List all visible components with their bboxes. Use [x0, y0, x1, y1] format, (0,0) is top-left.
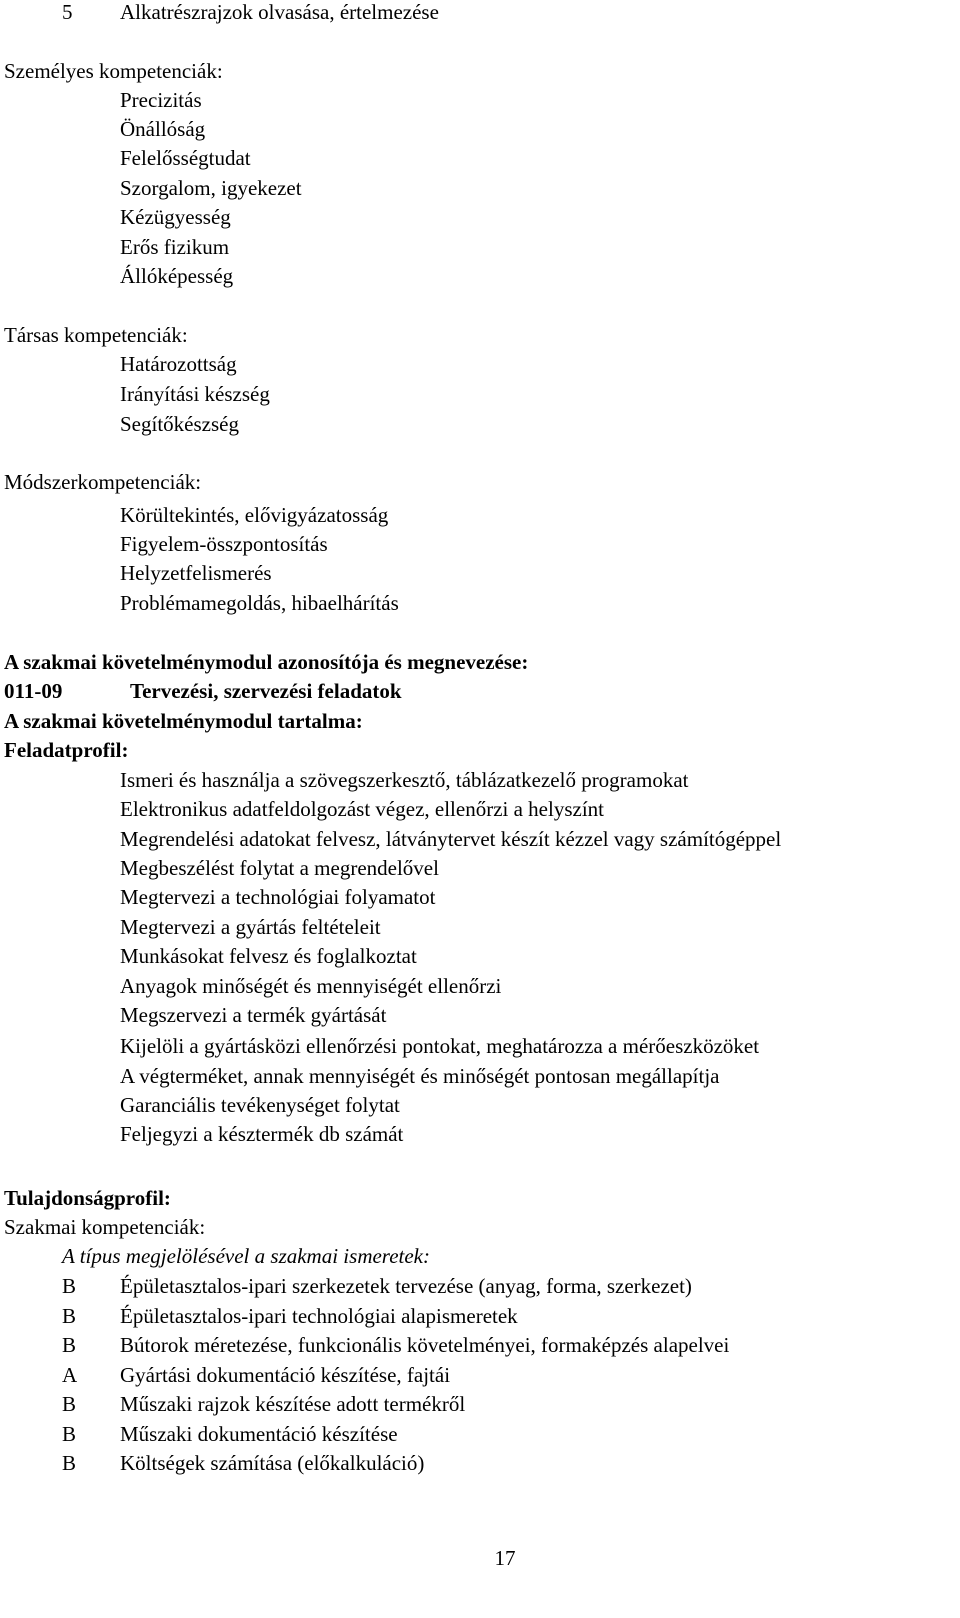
knowledge-type: B	[62, 1422, 77, 1446]
module-id-label: A szakmai követelménymodul azonosítója és megnevezése:	[4, 650, 529, 674]
personal-competency-item: Precizitás	[120, 88, 202, 112]
personal-competency-item: Kézügyesség	[120, 205, 231, 229]
section-title: Alkatrészrajzok olvasása, értelmezése	[120, 0, 439, 24]
social-competencies-label: Társas kompetenciák:	[4, 323, 188, 347]
social-competency-item: Irányítási készség	[120, 382, 270, 406]
method-competencies-label: Módszerkompetenciák:	[4, 470, 202, 494]
module-content-label: A szakmai követelménymodul tartalma:	[4, 709, 363, 733]
task-item: Feljegyzi a késztermék db számát	[120, 1122, 404, 1146]
module-name: Tervezési, szervezési feladatok	[130, 679, 402, 703]
social-competency-item: Határozottság	[120, 352, 237, 376]
knowledge-type: B	[62, 1333, 77, 1357]
knowledge-type: B	[62, 1304, 77, 1328]
knowledge-type: B	[62, 1451, 77, 1475]
knowledge-text: Költségek számítása (előkalkuláció)	[120, 1451, 425, 1475]
knowledge-text: Épületasztalos-ipari szerkezetek tervezése (anyag, forma, szerkezet)	[120, 1274, 692, 1298]
knowledge-type: B	[62, 1274, 77, 1298]
personal-competency-item: Erős fizikum	[120, 235, 230, 259]
personal-competency-item: Önállóság	[120, 117, 206, 141]
knowledge-text: Műszaki rajzok készítése adott termékről	[120, 1392, 466, 1416]
task-item: Megtervezi a gyártás feltételeit	[120, 915, 381, 939]
task-item: Megrendelési adatokat felvesz, látványtervet készít kézzel vagy számítógéppel	[120, 827, 782, 851]
method-competency-item: Problémamegoldás, hibaelhárítás	[120, 591, 399, 615]
knowledge-text: Épületasztalos-ipari technológiai alapismeretek	[120, 1304, 518, 1328]
knowledge-intro: A típus megjelölésével a szakmai ismeretek:	[62, 1244, 430, 1268]
personal-competency-item: Felelősségtudat	[120, 146, 251, 170]
task-profile-label: Feladatprofil:	[4, 738, 129, 762]
task-item: Megtervezi a technológiai folyamatot	[120, 885, 436, 909]
module-id-line	[4, 679, 402, 703]
method-competency-item: Figyelem-összpontosítás	[120, 532, 328, 556]
task-item: Megszervezi a termék gyártását	[120, 1003, 387, 1027]
task-item: Megbeszélést folytat a megrendelővel	[120, 856, 439, 880]
task-item: Anyagok minőségét és mennyiségét ellenőrzi	[120, 974, 502, 998]
knowledge-text: Gyártási dokumentáció készítése, fajtái	[120, 1363, 451, 1387]
knowledge-type: B	[62, 1392, 77, 1416]
personal-competencies-label: Személyes kompetenciák:	[4, 59, 223, 83]
task-item: Ismeri és használja a szövegszerkesztő, táblázatkezelő programokat	[120, 768, 689, 792]
knowledge-text: Műszaki dokumentáció készítése	[120, 1422, 398, 1446]
personal-competency-item: Állóképesség	[120, 264, 234, 288]
knowledge-text: Bútorok méretezése, funkcionális követelményei, formaképzés alapelvei	[120, 1333, 730, 1357]
task-item: Munkásokat felvesz és foglalkoztat	[120, 944, 417, 968]
method-competency-item: Helyzetfelismerés	[120, 561, 272, 585]
method-competency-item: Körültekintés, elővigyázatosság	[120, 503, 389, 527]
section-number: 5	[62, 0, 73, 24]
knowledge-type: A	[62, 1363, 78, 1387]
task-item: Elektronikus adatfeldolgozást végez, ellenőrzi a helyszínt	[120, 797, 604, 821]
property-profile-label: Tulajdonságprofil:	[4, 1186, 171, 1210]
task-item: Kijelöli a gyártásközi ellenőrzési pontokat, meghatározza a mérőeszközöket	[120, 1034, 760, 1058]
social-competency-item: Segítőkészség	[120, 412, 239, 436]
personal-competency-item: Szorgalom, igyekezet	[120, 176, 302, 200]
module-code: 011-09	[4, 679, 63, 703]
task-item: A végterméket, annak mennyiségét és minőségét pontosan megállapítja	[120, 1064, 720, 1088]
professional-competencies-label: Szakmai kompetenciák:	[4, 1215, 206, 1239]
task-item: Garanciális tevékenységet folytat	[120, 1093, 400, 1117]
page-number: 17	[494, 1546, 516, 1570]
